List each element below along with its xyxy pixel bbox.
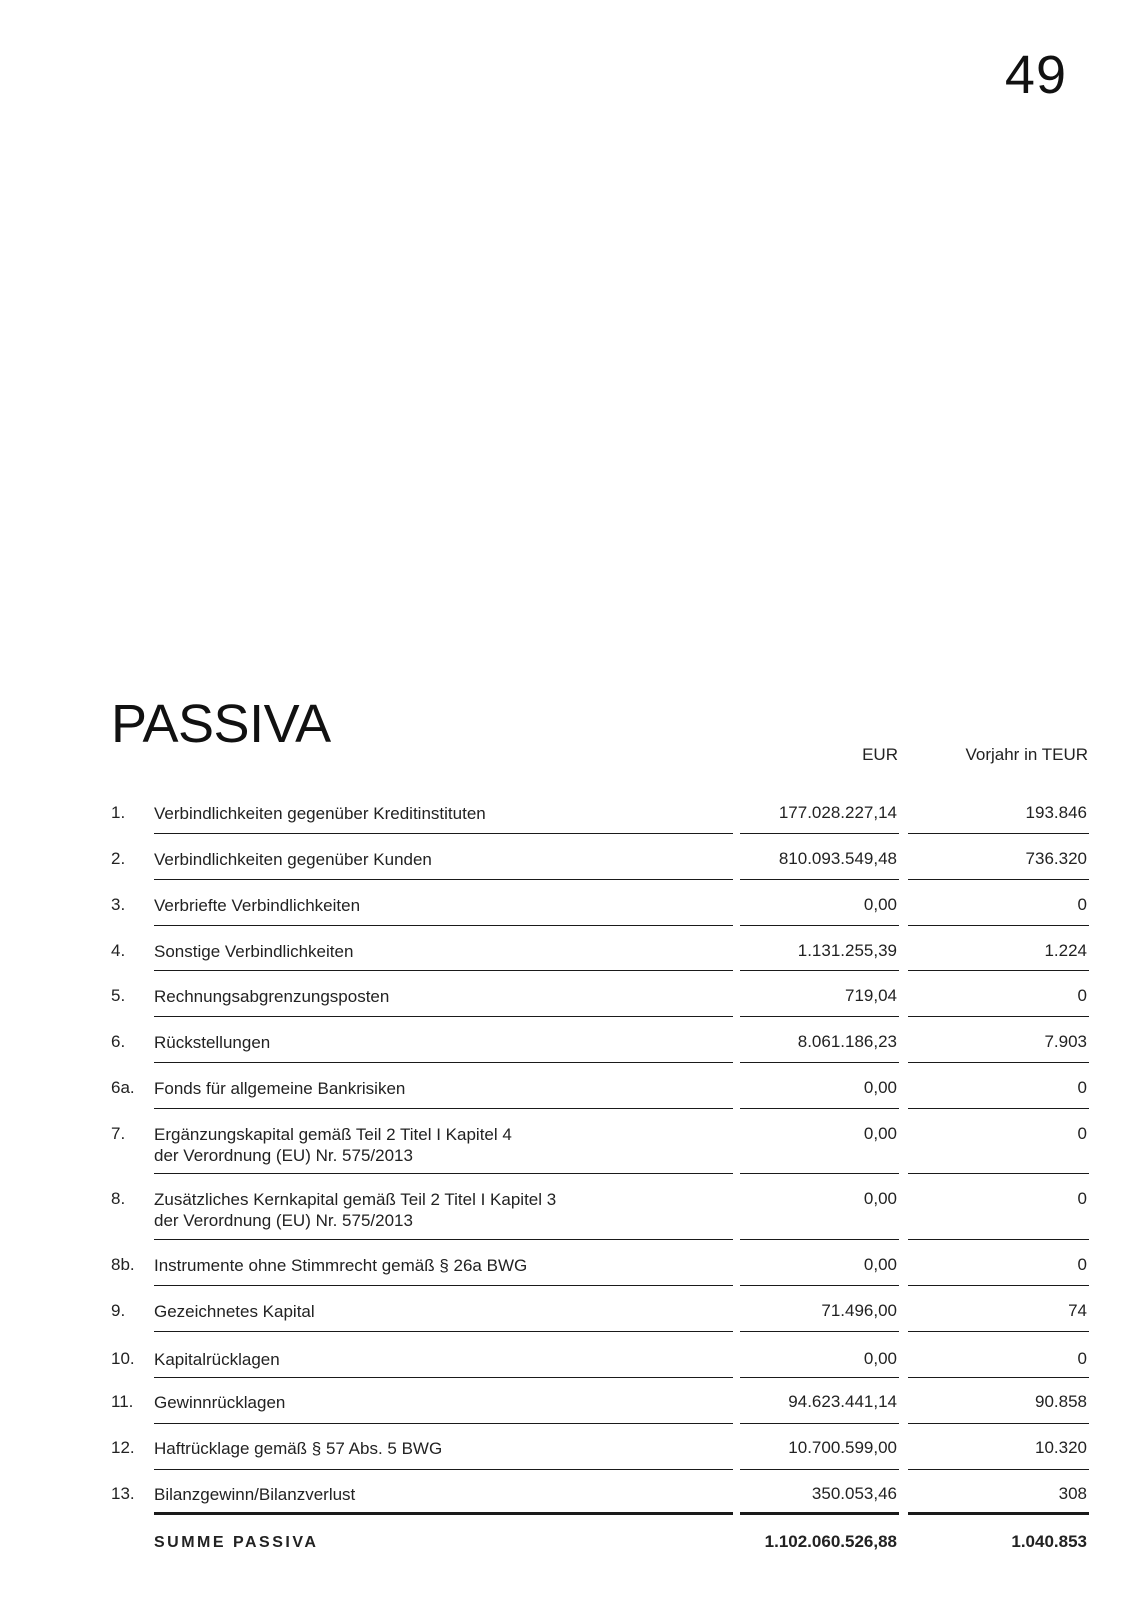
row-label: Gezeichnetes Kapital bbox=[154, 1302, 315, 1321]
row-divider bbox=[740, 1377, 899, 1378]
row-divider bbox=[154, 1239, 733, 1240]
row-divider bbox=[154, 1377, 733, 1378]
row-divider bbox=[154, 1469, 733, 1470]
row-eur-value: 0,00 bbox=[863, 895, 897, 914]
row-previous-year-value: 1.224 bbox=[1044, 941, 1087, 960]
row-divider bbox=[908, 925, 1089, 926]
row-previous-year-value: 0 bbox=[1077, 1189, 1087, 1208]
row-divider bbox=[154, 1173, 733, 1174]
row-eur-value: 94.623.441,14 bbox=[788, 1392, 897, 1411]
row-label: Verbindlichkeiten gegenüber Kreditinstituten bbox=[154, 804, 486, 823]
row-divider bbox=[740, 1239, 899, 1240]
row-eur-value: 0,00 bbox=[863, 1124, 897, 1143]
row-divider bbox=[154, 1016, 733, 1017]
column-header-previous-year: Vorjahr in TEUR bbox=[965, 745, 1088, 764]
row-divider bbox=[154, 1423, 733, 1424]
row-previous-year-value: 74 bbox=[1068, 1301, 1087, 1320]
row-label: Verbriefte Verbindlichkeiten bbox=[154, 896, 361, 915]
row-divider bbox=[908, 1108, 1089, 1109]
row-previous-year-value: 308 bbox=[1058, 1484, 1087, 1503]
row-divider bbox=[740, 1423, 899, 1424]
total-label: SUMME PASSIVA bbox=[154, 1534, 319, 1551]
row-label: Zusätzliches Kernkapital gemäß Teil 2 Titel I Kapitel 3 der Verordnung (EU) Nr. 575/2013 bbox=[154, 1190, 557, 1230]
row-divider bbox=[908, 1377, 1089, 1378]
row-divider bbox=[740, 970, 899, 971]
row-divider bbox=[154, 1062, 733, 1063]
row-previous-year-value: 0 bbox=[1077, 895, 1087, 914]
row-previous-year-value: 0 bbox=[1077, 1078, 1087, 1097]
row-number: 12. bbox=[111, 1438, 135, 1457]
row-eur-value: 1.131.255,39 bbox=[797, 941, 897, 960]
row-previous-year-value: 10.320 bbox=[1035, 1438, 1087, 1457]
row-divider bbox=[740, 1331, 899, 1332]
row-divider bbox=[154, 1285, 733, 1286]
row-divider bbox=[154, 1108, 733, 1109]
row-eur-value: 810.093.549,48 bbox=[778, 849, 897, 868]
row-eur-value: 719,04 bbox=[845, 986, 897, 1005]
column-header-eur: EUR bbox=[862, 745, 898, 764]
row-divider bbox=[908, 1016, 1089, 1017]
row-number: 8. bbox=[111, 1189, 126, 1208]
row-divider bbox=[908, 1469, 1089, 1470]
row-previous-year-value: 0 bbox=[1077, 986, 1087, 1005]
row-divider bbox=[740, 1285, 899, 1286]
row-divider bbox=[908, 1331, 1089, 1332]
row-number: 9. bbox=[111, 1301, 126, 1320]
row-divider bbox=[908, 1239, 1089, 1240]
row-divider bbox=[908, 833, 1089, 834]
row-number: 6a. bbox=[111, 1078, 135, 1097]
row-label: Bilanzgewinn/Bilanzverlust bbox=[154, 1485, 356, 1504]
row-label: Ergänzungskapital gemäß Teil 2 Titel I Kapitel 4 der Verordnung (EU) Nr. 575/2013 bbox=[154, 1125, 512, 1165]
row-label: Rechnungsabgrenzungsposten bbox=[154, 987, 390, 1006]
row-divider bbox=[908, 970, 1089, 971]
row-number: 8b. bbox=[111, 1255, 135, 1274]
row-divider bbox=[908, 1062, 1089, 1063]
page-title: PASSIVA bbox=[111, 694, 331, 754]
row-previous-year-value: 193.846 bbox=[1025, 803, 1087, 822]
total-eur-value: 1.102.060.526,88 bbox=[764, 1532, 897, 1551]
row-number: 11. bbox=[111, 1392, 134, 1411]
row-eur-value: 0,00 bbox=[863, 1189, 897, 1208]
row-divider bbox=[154, 1331, 733, 1332]
row-divider bbox=[908, 1173, 1089, 1174]
row-label: Instrumente ohne Stimmrecht gemäß § 26a BWG bbox=[154, 1256, 528, 1275]
row-divider bbox=[154, 970, 733, 971]
row-divider bbox=[740, 1173, 899, 1174]
row-previous-year-value: 90.858 bbox=[1035, 1392, 1087, 1411]
row-divider bbox=[154, 925, 733, 926]
row-divider bbox=[740, 879, 899, 880]
row-divider bbox=[908, 879, 1089, 880]
row-eur-value: 350.053,46 bbox=[811, 1484, 897, 1503]
row-number: 5. bbox=[111, 986, 126, 1005]
total-divider bbox=[154, 1512, 733, 1515]
row-divider bbox=[740, 1016, 899, 1017]
row-divider bbox=[154, 833, 733, 834]
row-label: Rückstellungen bbox=[154, 1033, 271, 1052]
row-eur-value: 8.061.186,23 bbox=[797, 1032, 897, 1051]
row-number: 4. bbox=[111, 941, 126, 960]
row-number: 6. bbox=[111, 1032, 126, 1051]
row-label: Gewinnrücklagen bbox=[154, 1393, 286, 1412]
row-divider bbox=[740, 1062, 899, 1063]
row-eur-value: 0,00 bbox=[863, 1349, 897, 1368]
total-divider bbox=[908, 1512, 1089, 1515]
row-label: Sonstige Verbindlichkeiten bbox=[154, 942, 354, 961]
row-previous-year-value: 0 bbox=[1077, 1124, 1087, 1143]
row-label: Fonds für allgemeine Bankrisiken bbox=[154, 1079, 406, 1098]
row-eur-value: 0,00 bbox=[863, 1078, 897, 1097]
row-divider bbox=[908, 1285, 1089, 1286]
row-divider bbox=[740, 833, 899, 834]
row-number: 3. bbox=[111, 895, 126, 914]
row-number: 7. bbox=[111, 1124, 126, 1143]
row-number: 2. bbox=[111, 849, 126, 868]
total-divider bbox=[740, 1512, 899, 1515]
row-eur-value: 177.028.227,14 bbox=[778, 803, 897, 822]
row-eur-value: 0,00 bbox=[863, 1255, 897, 1274]
row-previous-year-value: 7.903 bbox=[1044, 1032, 1087, 1051]
row-divider bbox=[740, 1108, 899, 1109]
row-number: 10. bbox=[111, 1349, 135, 1368]
row-eur-value: 10.700.599,00 bbox=[788, 1438, 897, 1457]
row-number: 13. bbox=[111, 1484, 135, 1503]
row-label: Verbindlichkeiten gegenüber Kunden bbox=[154, 850, 432, 869]
row-previous-year-value: 0 bbox=[1077, 1349, 1087, 1368]
row-divider bbox=[740, 1469, 899, 1470]
row-divider bbox=[154, 879, 733, 880]
total-previous-year-value: 1.040.853 bbox=[1011, 1532, 1087, 1551]
row-eur-value: 71.496,00 bbox=[821, 1301, 897, 1320]
row-previous-year-value: 0 bbox=[1077, 1255, 1087, 1274]
page-number: 49 bbox=[1004, 45, 1067, 105]
row-previous-year-value: 736.320 bbox=[1025, 849, 1087, 868]
row-number: 1. bbox=[111, 803, 126, 822]
row-label: Haftrücklage gemäß § 57 Abs. 5 BWG bbox=[154, 1439, 443, 1458]
row-label: Kapitalrücklagen bbox=[154, 1350, 280, 1369]
row-divider bbox=[740, 925, 899, 926]
row-divider bbox=[908, 1423, 1089, 1424]
